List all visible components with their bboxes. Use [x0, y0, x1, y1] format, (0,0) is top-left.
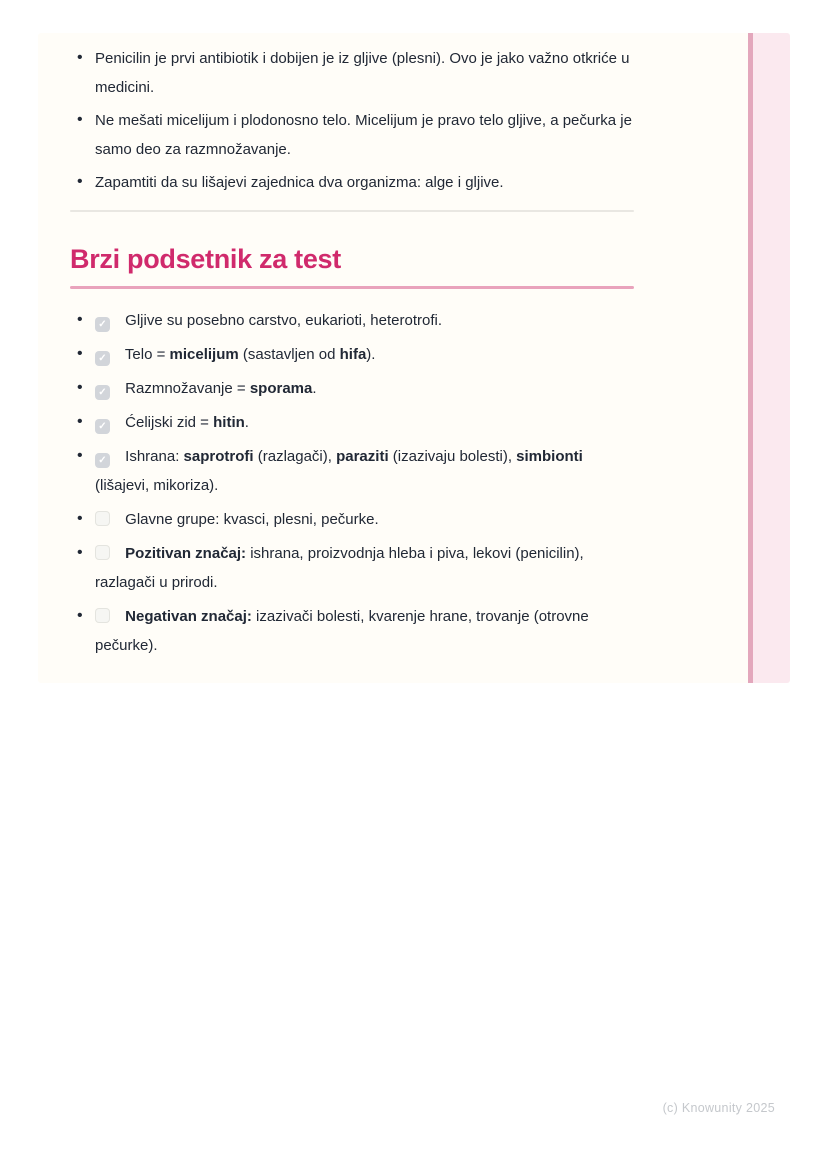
bullet-icon: • [77, 607, 83, 624]
checklist-item-text: Gljive su posebno carstvo, eukarioti, heterotrofi. [125, 312, 442, 329]
checklist-item-text: Telo = micelijum (sastavljen od hifa). [124, 346, 376, 363]
page-edge-stripe [748, 33, 790, 683]
section-title-underline [70, 286, 634, 289]
bullet-icon: • [77, 49, 83, 66]
checklist-item [70, 340, 634, 369]
bullet-icon: • [77, 510, 83, 527]
list-item [70, 44, 634, 102]
checkbox[interactable] [95, 511, 110, 526]
bullet-icon: • [77, 544, 83, 561]
checkbox[interactable] [95, 608, 110, 623]
note-card-content [38, 33, 748, 683]
bullet-icon: • [77, 173, 83, 190]
checklist [70, 306, 634, 660]
checklist-item [70, 442, 634, 500]
checklist-item-text: Razmnožavanje = sporama. [125, 380, 317, 397]
list-item [70, 168, 634, 197]
checklist-item-text: Ćelijski zid = hitin. [125, 414, 249, 431]
bullet-icon: • [77, 345, 83, 362]
notes-list [70, 44, 634, 197]
checklist-item-text: Negativan značaj: izazivači bolesti, kvarenje hrane, trovanje (otrovne pečurke). [95, 608, 589, 654]
checkbox[interactable] [95, 453, 110, 468]
checkbox[interactable] [95, 419, 110, 434]
list-item-text: Zapamtiti da su lišajevi zajednica dva organizma: alge i gljive. [95, 174, 504, 191]
bullet-icon: • [77, 379, 83, 396]
checklist-item [70, 539, 634, 597]
section-divider [70, 210, 634, 212]
bullet-icon: • [77, 111, 83, 128]
checkbox[interactable] [95, 385, 110, 400]
list-item [70, 106, 634, 164]
checkbox[interactable] [95, 317, 110, 332]
footer-copyright: (c) Knowunity 2025 [662, 1101, 775, 1115]
checklist-item [70, 602, 634, 660]
checklist-item [70, 306, 634, 335]
checklist-item-text: Glavne grupe: kvasci, plesni, pečurke. [125, 511, 379, 528]
checklist-item-text: Ishrana: saprotrofi (razlagači), paraziti (izazivaju bolesti), simbionti (lišajevi, mikoriza). [95, 448, 583, 494]
checkbox[interactable] [95, 351, 110, 366]
list-item-text: Penicilin je prvi antibiotik i dobijen je iz gljive (plesni). Ovo je jako važno otkriće u medicini. [95, 50, 630, 96]
checkbox[interactable] [95, 545, 110, 560]
bullet-icon: • [77, 413, 83, 430]
check-icon: ✓ [98, 353, 107, 364]
note-card [38, 33, 790, 683]
section-title: Brzi podsetnik za test [70, 244, 341, 274]
bullet-icon: • [77, 447, 83, 464]
checklist-item [70, 408, 634, 437]
check-icon: ✓ [98, 455, 107, 466]
check-icon: ✓ [98, 421, 107, 432]
check-icon: ✓ [98, 387, 107, 398]
checklist-item [70, 505, 634, 534]
checklist-item-text: Pozitivan značaj: ishrana, proizvodnja hleba i piva, lekovi (penicilin), razlagači u prirodi. [95, 545, 584, 591]
bullet-icon: • [77, 311, 83, 328]
list-item-text: Ne mešati micelijum i plodonosno telo. Micelijum je pravo telo gljive, a pečurka je samo deo za razmnožavanje. [95, 112, 632, 158]
checklist-item [70, 374, 634, 403]
check-icon: ✓ [98, 319, 107, 330]
